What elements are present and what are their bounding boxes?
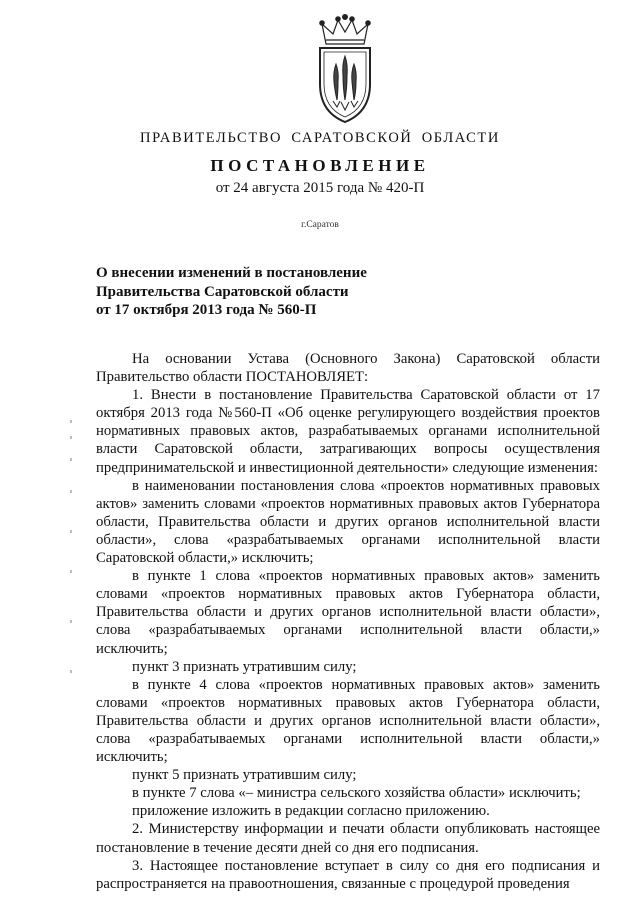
government-name: ПРАВИТЕЛЬСТВО САРАТОВСКОЙ ОБЛАСТИ [140,130,500,146]
body-paragraph: 1. Внести в постановление Правительства Саратовской области от 17 октября 2013 года №560-П «Об оценке регулирующего воздействия проектов нормативных правовых актов, разрабатываемых органами исполнительной власти Саратовской области, затрагивающих вопросы осуществления предпринимательской и инвестиционной деятельности» следующие изменения: [96,387,600,476]
body-paragraph: в пункте 1 слова «проектов нормативных правовых актов» заменить словами «проектов нормативных правовых актов Губернатора области, Правительства области и других органов исполнительной власти области», слова «разрабатываемых органами исполнительной власти области,» исключить; [96,568,600,657]
coat-of-arms-icon [316,14,374,124]
body-paragraph: пункт 5 признать утратившим силу; [132,767,357,784]
body-paragraph: На основании Устава (Основного Закона) Саратовской области Правительство области ПОСТАНОВЛЯЕТ: [96,351,600,386]
subject-line: от 17 октября 2013 года № 560-П [96,302,317,318]
body-paragraph: приложение изложить в редакции согласно приложению. [132,803,490,820]
margin-marks [70,420,74,680]
body-paragraph: 2. Министерству информации и печати области опубликовать настоящее постановление в течение десяти дней со дня его подписания. [96,821,600,856]
body-paragraph: 3. Настоящее постановление вступает в силу со дня его подписания и распространяется на правоотношения, связанные с процедурой проведения [96,857,600,892]
subject-line: Правительства Саратовской области [96,283,349,300]
body-paragraph: в наименовании постановления слова «проектов нормативных правовых актов» заменить словами «проектов нормативных правовых актов Губернатора области, Правительства области и других органов исполнительной власти области», слова «разрабатываемых органами исполнительной власти Саратовской области,» исключить; [96,477,600,567]
document-subject [96,264,426,320]
body-paragraph: в пункте 7 слова «– министра сельского хозяйства области» исключить; [132,785,581,802]
body-paragraph: пункт 3 признать утратившим силу; [132,658,357,675]
body-paragraph: в пункте 4 слова «проектов нормативных правовых актов» заменить словами «проектов нормативных правовых актов Губернатора области, Правительства области и других органов исполнительной власти области», слова «разрабатываемых органами исполнительной власти области,» исключить; [96,676,600,766]
document-body [96,350,600,893]
document-type: ПОСТАНОВЛЕНИЕ [210,156,430,175]
document-city: г.Саратов [301,220,339,230]
document-date-number: от 24 августа 2015 года № 420-П [215,180,425,196]
subject-line: О внесении изменений в постановление [96,265,367,281]
